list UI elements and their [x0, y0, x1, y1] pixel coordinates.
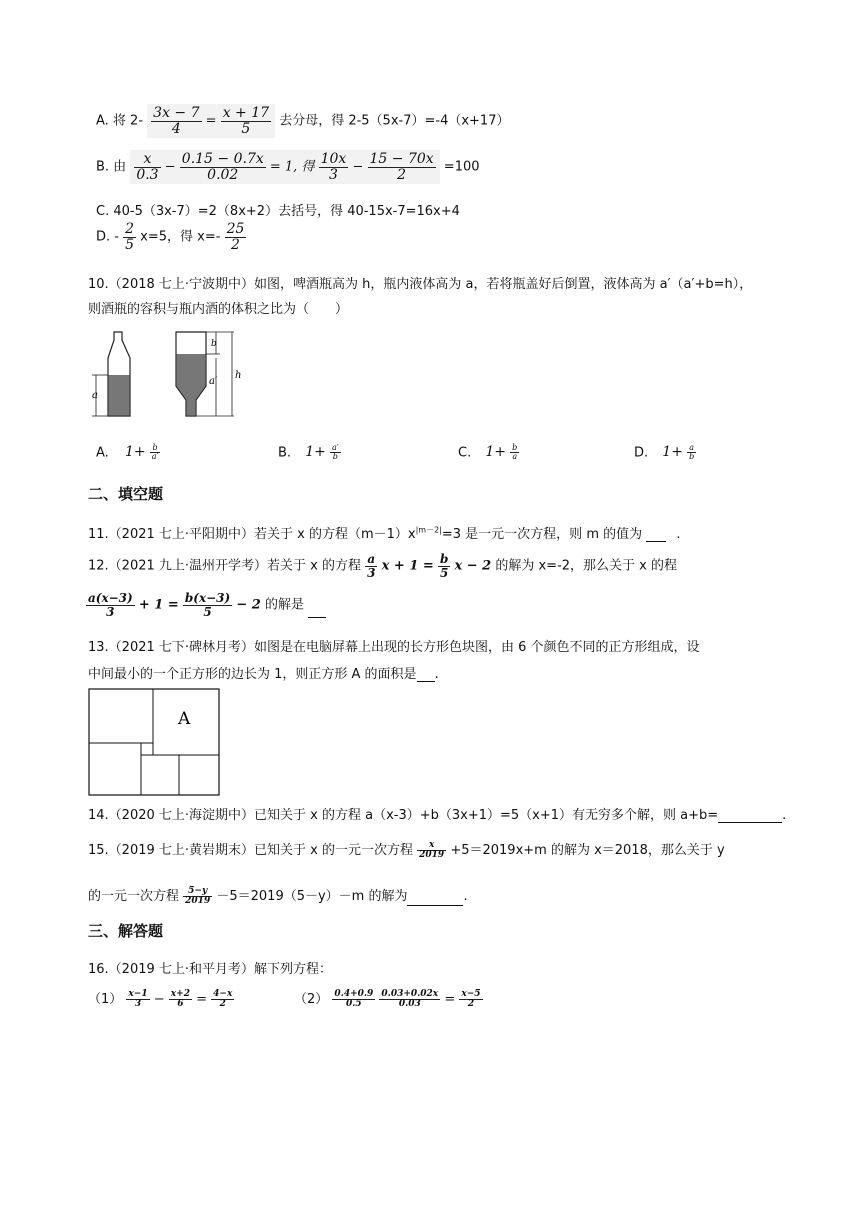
q10-option-c: C. 1+ $\frac{b}{a}$ — [458, 443, 518, 462]
q9-option-d: D. - $\frac{2}{5}$ x=5，得 x=- $\frac{25}{2}$ — [96, 221, 245, 253]
q12-line-2: $\frac{a(x-3)}{3}$ + 1 = $\frac{b(x-3)}{5}$ − 2 的解是 — [86, 592, 326, 618]
square-a-label: A — [178, 709, 191, 729]
q9-option-a-equation: $\frac{3x - 7}{4}$ = $\frac{x + 17}{5}$ — [147, 104, 275, 138]
answer-blank[interactable] — [646, 528, 666, 542]
q16-part-1: （1） $\frac{x-1}{3}$ − $\frac{x+2}{6}$ = $\frac{4-x}{2}$ — [88, 988, 233, 1009]
q10-bottle-figure — [88, 328, 248, 422]
label-h: h — [235, 370, 242, 381]
q9-option-b-prefix: B. 由 — [96, 159, 127, 175]
q10-option-d: D. 1+ $\frac{a}{b}$ — [634, 443, 695, 462]
answer-blank[interactable] — [718, 809, 782, 823]
smallest-square — [141, 743, 153, 755]
q13-line-2: 中间最小的一个正方形的边长为 1，则正方形 A 的面积是 . — [88, 667, 439, 682]
q12-line-1: 12.（2021 九上·温州开学考）若关于 x 的方程 $\frac{a}{3}$ x + 1 = $\frac{b}{5}$ x − 2 的解为 x=-2，那么关于 x 的程 — [88, 552, 677, 580]
q9-option-c: C. 40-5（3x-7）=2（8x+2）去括号，得 40-15x-7=16x+4 — [96, 204, 460, 219]
outer-rectangle — [89, 689, 219, 795]
q15-line-1: 15.（2019 七上·黄岩期末）已知关于 x 的一元一次方程 $\frac{x}{2019}$ +5＝2019x+m 的解为 x＝2018，那么关于 y — [88, 839, 725, 860]
label-a: a — [92, 390, 98, 401]
q9-option-a-prefix: A. 将 2- — [96, 113, 144, 129]
q10-line-1: 10.（2018 七上·宁波期中）如图，啤酒瓶高为 h，瓶内液体高为 a，若将瓶盖好后倒置，液体高为 a′（a′+b=h）， — [88, 277, 753, 292]
q16-part-2: （2） $\frac{0.4+0.9}{0.5}$ $\frac{0.03+0.02x}{0.03}$ = $\frac{x-5}{2}$ — [294, 988, 481, 1009]
q9-option-b — [96, 150, 480, 184]
upright-bottle-liquid — [109, 375, 130, 415]
answer-blank[interactable] — [407, 892, 463, 906]
q13-line-1: 13.（2021 七下·碑林月考）如图是在电脑屏幕上出现的长方形色块图，由 6 个颜色不同的正方形组成，设 — [88, 640, 700, 655]
q13-squares-figure — [88, 688, 222, 798]
fraction: $\frac{x + 17}{5}$ — [222, 105, 270, 137]
q10-option-a: A. 1+ $\frac{b}{a'}$ — [96, 443, 159, 462]
q10-line-2: 则酒瓶的容积与瓶内酒的体积之比为（ ） — [88, 302, 349, 317]
q14: 14.（2020 七上·海淀期中）已知关于 x 的方程 a（x-3）+b（3x+1）=5（x+1）有无穷多个解，则 a+b= . — [88, 808, 787, 823]
fraction: $\frac{3x - 7}{4}$ — [153, 105, 200, 137]
section-heading-fill-in: 二、填空题 — [88, 485, 164, 503]
label-a-prime: a′ — [209, 376, 218, 387]
q10-option-b: B. 1+ $\frac{a'}{b}$ — [278, 443, 339, 462]
answer-blank[interactable] — [308, 604, 326, 618]
inverted-bottle-liquid — [177, 354, 206, 415]
q9-option-b-text: =100 — [443, 159, 480, 175]
q11: 11.（2021 七上·平阳期中）若关于 x 的方程$(m-1)x^{|m-2|}=3$ 是一元一次方程，则 m 的值为 . — [88, 525, 681, 542]
q15-line-2: 的一元一次方程 $\frac{5-y}{2019}$ －5＝2019（5－y）－m 的解为 . — [88, 885, 468, 906]
q9-option-a — [96, 104, 509, 138]
q9-option-a-text: 去分母，得 2-5（5x-7）=-4（x+17） — [279, 113, 510, 129]
q9-option-b-equation: $\frac{x}{0.3}$ − $\frac{0.15 - 0.7x}{0.02}$ = 1, 得 $\frac{10x}{3}$ − $\frac{15 - 70x}{2}$ — [130, 150, 439, 184]
section-heading-solve: 三、解答题 — [88, 922, 164, 940]
label-b: b — [211, 339, 217, 349]
q16: 16.（2019 七上·和平月考）解下列方程： — [88, 962, 333, 977]
answer-blank[interactable] — [417, 668, 435, 682]
